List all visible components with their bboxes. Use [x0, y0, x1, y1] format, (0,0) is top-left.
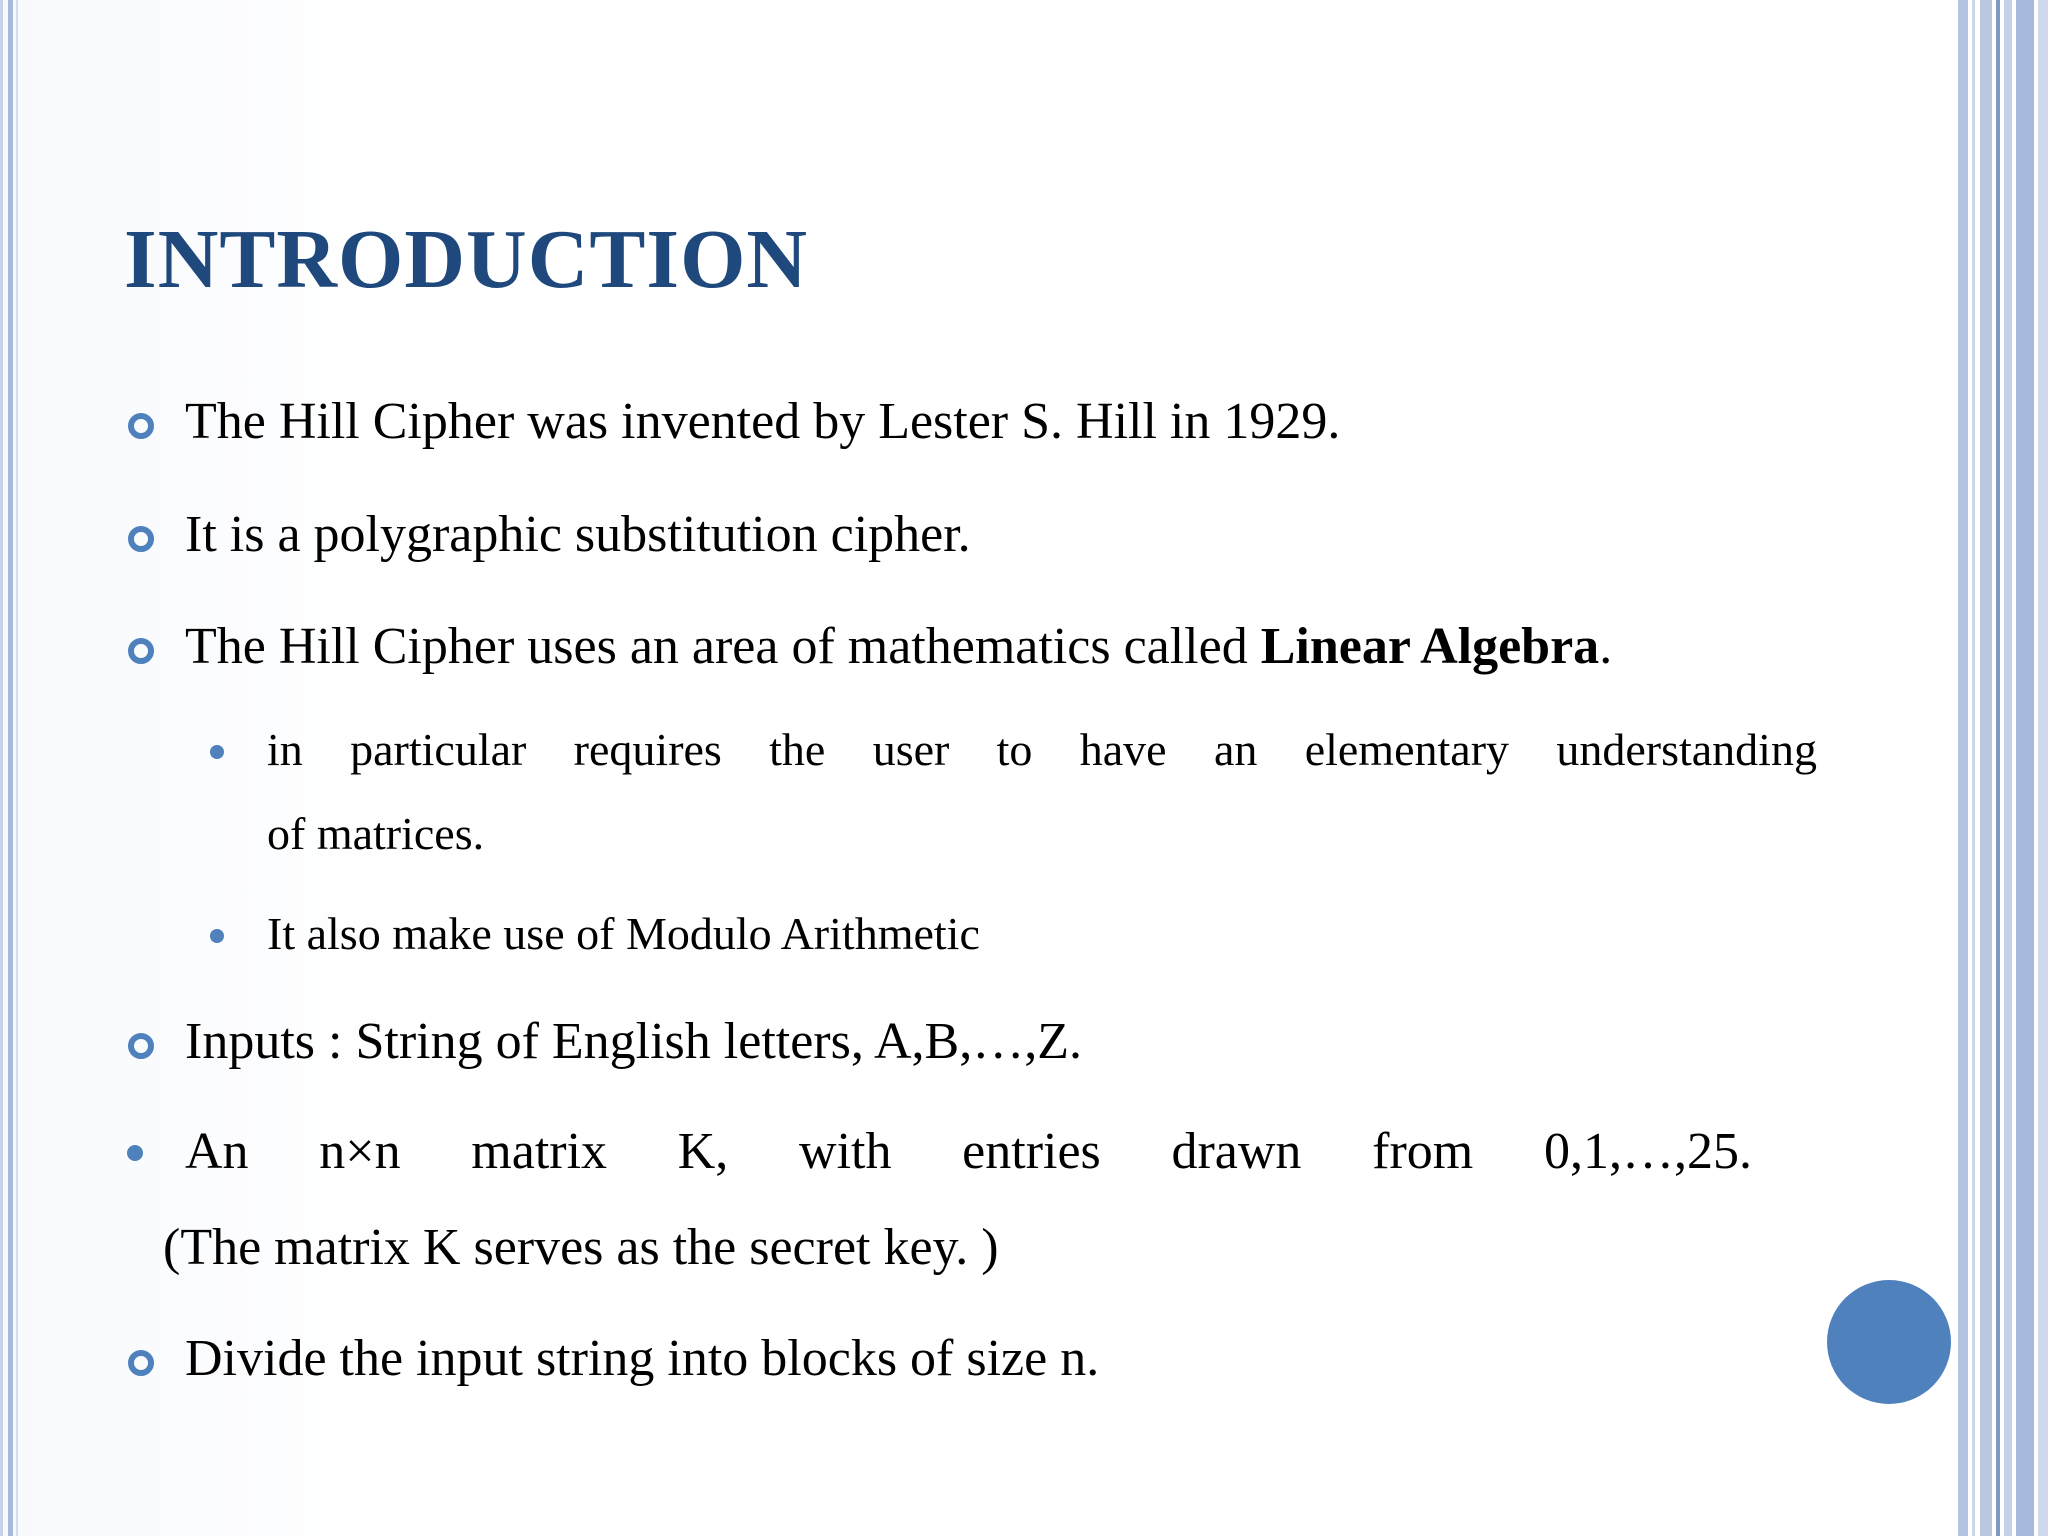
word: entries	[962, 1123, 1101, 1180]
ring-bullet-icon	[128, 526, 154, 552]
word: understanding	[1556, 724, 1817, 775]
word: An	[185, 1123, 249, 1180]
word: drawn	[1171, 1123, 1302, 1180]
ring-bullet-icon	[128, 1350, 154, 1376]
word: 0,1,…,25.	[1543, 1123, 1752, 1180]
sub-bullet-1-line1	[267, 722, 1817, 778]
sub-bullet-1-line2: of matrices.	[267, 808, 485, 859]
word: requires	[573, 724, 722, 775]
sub-bullet-dot-icon	[210, 745, 224, 759]
sub-bullet-2: It also make use of Modulo Arithmetic	[267, 908, 980, 959]
bullet-divide: Divide the input string into blocks of size n.	[185, 1330, 1100, 1387]
ring-bullet-icon	[128, 1033, 154, 1059]
ring-bullet-icon	[128, 638, 154, 664]
sub-bullet-dot-icon	[210, 929, 224, 943]
bullet-3-end: .	[1599, 618, 1613, 675]
left-border-line	[0, 0, 3, 1536]
slide-title: INTRODUCTION	[124, 213, 809, 306]
right-stripe	[1996, 0, 2000, 1536]
word: from	[1372, 1123, 1474, 1180]
decorative-circle	[1827, 1280, 1951, 1404]
bullet-1: The Hill Cipher was invented by Lester S. Hill in 1929.	[185, 393, 1341, 450]
right-stripe	[1972, 0, 1975, 1536]
ring-bullet-icon	[128, 413, 154, 439]
sub-bullet-1	[267, 722, 1817, 862]
word: K,	[677, 1123, 729, 1180]
right-stripe	[1958, 0, 1968, 1536]
bullet-matrix-line2: (The matrix K serves as the secret key. )	[163, 1219, 999, 1276]
word: elementary	[1304, 724, 1510, 775]
word: matrix	[471, 1123, 608, 1180]
bullet-3-text: The Hill Cipher uses an area of mathematics called	[185, 618, 1261, 675]
word: particular	[350, 724, 527, 775]
right-stripe	[2016, 0, 2034, 1536]
bullet-inputs: Inputs : String of English letters, A,B,…,Z.	[185, 1013, 1082, 1070]
bullet-2: It is a polygraphic substitution cipher.	[185, 506, 971, 563]
word: user	[872, 724, 950, 775]
bullet-3-bold: Linear Algebra	[1260, 618, 1600, 675]
right-stripe	[2038, 0, 2048, 1536]
word: have	[1079, 724, 1167, 775]
bullet-3	[185, 617, 1612, 677]
left-border-line	[8, 0, 13, 1536]
word: in	[267, 724, 303, 775]
bullet-matrix	[185, 1122, 1752, 1182]
bullet-matrix-line1	[185, 1122, 1752, 1182]
word: to	[996, 724, 1033, 775]
word: the	[769, 724, 826, 775]
bullet-dot-icon	[127, 1145, 143, 1161]
left-border-line	[16, 0, 18, 1536]
word: n×n	[319, 1123, 401, 1180]
word: an	[1213, 724, 1258, 775]
word: with	[799, 1123, 892, 1180]
right-stripe	[1980, 0, 1992, 1536]
right-stripe	[2004, 0, 2012, 1536]
